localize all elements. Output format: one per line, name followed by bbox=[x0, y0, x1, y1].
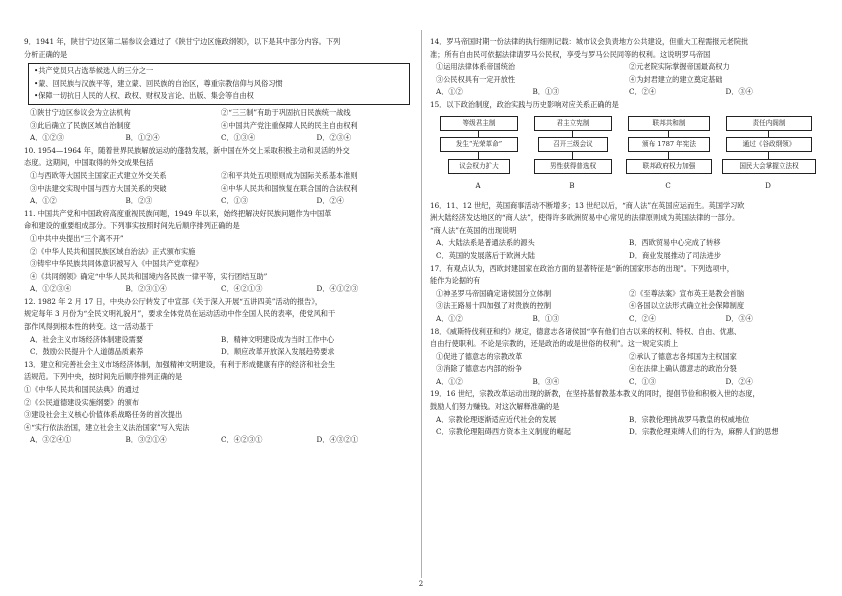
option-label-a[interactable]: A bbox=[475, 181, 481, 190]
choice-c[interactable]: C．④②①③ bbox=[221, 284, 263, 294]
statement: ④中华人民共和国恢复在联合国的合法权利 bbox=[221, 183, 358, 193]
system-box: 等级君主制 bbox=[440, 116, 518, 131]
question-stem: 命和建设的重要组成部分。下列事实按照时间先后顺序排列正确的是 bbox=[24, 221, 240, 231]
statement: ①与西欧等大国民主国家正式建立外交关系 bbox=[30, 170, 167, 180]
question-18 bbox=[430, 326, 822, 389]
choice-c[interactable]: C．②④ bbox=[629, 87, 657, 97]
impact-box: 男性获得普选权 bbox=[534, 159, 612, 174]
statement: ④在法律上确认德意志的政治分裂 bbox=[629, 364, 737, 374]
excerpt-line: •蒙、回民族与汉族平等，建立蒙、回民族的自治区，尊重宗教信仰与风俗习惯 bbox=[34, 78, 283, 88]
choice-d[interactable]: D．④③②① bbox=[316, 435, 359, 445]
choice-b[interactable]: B．②③ bbox=[125, 196, 153, 206]
question-stem: “商人法”在英国的出现说明 bbox=[430, 225, 517, 235]
statement: ①促进了德意志的宗教改革 bbox=[436, 351, 523, 361]
statement: ①中共中央提出“三个离不开” bbox=[30, 233, 124, 243]
statement: ④各国以立法形式确立社会保障制度 bbox=[629, 301, 745, 311]
choice-d[interactable]: D．④①②③ bbox=[316, 284, 359, 294]
statement: ①陕甘宁边区参议会为立法机构 bbox=[30, 107, 131, 117]
choice-b[interactable]: B．精神文明建设成为当时工作中心 bbox=[221, 334, 335, 344]
question-stem: 11. 中国共产党和中国政府高度重视民族问题，1949 年以来，始终把解决好民族问题作为中国革 bbox=[24, 208, 332, 218]
choice-a[interactable]: A．社会主义市场经济体制建设需要 bbox=[30, 334, 144, 344]
statement: ③此后确立了民族区域自治制度 bbox=[30, 120, 131, 130]
choice-c[interactable]: C．①③ bbox=[629, 376, 657, 386]
question-stem: 9．1941 年，陕甘宁边区第二届参议会通过了《陕甘宁边区施政纲领》，以下是其中部分内容。下列 bbox=[24, 37, 341, 46]
question-15 bbox=[430, 99, 822, 214]
question-14 bbox=[430, 36, 822, 99]
choice-a[interactable]: A．①②③ bbox=[30, 133, 64, 143]
question-9 bbox=[24, 36, 412, 145]
question-stem: 12. 1982 年 2 月 17 日，中央办公厅转发了中宣部《关于深入开展“五讲四美”活动的报告》， bbox=[24, 296, 323, 306]
statement: ③铸牢中华民族共同体意识被写入《中国共产党章程》 bbox=[30, 259, 203, 269]
question-stem: 19．16 世纪，宗教改革运动出现的新教，在坚持基督教基本教义的同时，提倡节俭和积极入世的态度， bbox=[430, 389, 760, 399]
question-13 bbox=[24, 359, 412, 447]
practice-box: 召开三级会议 bbox=[538, 137, 608, 152]
statement: ④中国共产党注重保障人民的民主自由权利 bbox=[221, 120, 358, 130]
question-stem: 10. 1954—1964 年，随着世界民族解放运动的蓬勃发展，新中国在外交上采取积极主动和灵活的外交 bbox=[24, 145, 350, 155]
left-column bbox=[24, 36, 412, 447]
option-label-b[interactable]: B bbox=[569, 181, 575, 190]
question-stem: 部作风得到根本性的转变。这一活动基于 bbox=[24, 322, 154, 332]
statement: ③法王路易十四加强了对贵族的控制 bbox=[436, 301, 552, 311]
question-11 bbox=[24, 208, 412, 296]
choice-a[interactable]: A．大陆法系是普通法系的源头 bbox=[436, 238, 535, 248]
choice-c[interactable]: C．①③④ bbox=[221, 133, 256, 143]
choice-c[interactable]: C．①③ bbox=[221, 196, 249, 206]
choice-b[interactable]: B．①②④ bbox=[125, 133, 160, 143]
choice-a[interactable]: A．①②③④ bbox=[30, 284, 72, 294]
choice-b[interactable]: B．①③ bbox=[532, 313, 560, 323]
choice-a[interactable]: A．③②④① bbox=[30, 435, 72, 445]
choice-b[interactable]: B．宗教伦理挑战罗马教皇的权威地位 bbox=[629, 414, 750, 424]
question-17 bbox=[430, 263, 822, 326]
choice-a[interactable]: A．宗教伦理逐渐适应近代社会的发展 bbox=[436, 414, 557, 424]
statement: ②元老院实际掌握帝国最高权力 bbox=[629, 62, 730, 72]
choice-a[interactable]: A．①② bbox=[436, 87, 463, 97]
statement: ③消除了德意志内部的纷争 bbox=[436, 364, 523, 374]
system-box: 君主立宪制 bbox=[534, 116, 612, 131]
impact-box: 国民大会掌握立法权 bbox=[722, 159, 816, 174]
choice-c[interactable]: C．宗教伦理阻碍西方资本主义制度的崛起 bbox=[436, 427, 571, 437]
statement: ②《中华人民共和国民族区域自治法》正式颁布实施 bbox=[30, 246, 196, 256]
connector-line bbox=[478, 152, 479, 159]
system-box: 联邦共和制 bbox=[628, 116, 710, 131]
statement: ③中法建交实现中国与西方大国关系的突破 bbox=[30, 183, 167, 193]
choice-d[interactable]: D．宗教伦理束缚人们的行为，麻醉人们的思想 bbox=[629, 427, 779, 437]
statement: ③建设社会主义核心价值体系战略任务的首次提出 bbox=[24, 410, 183, 420]
statement: ④为封君建立的建立奠定基础 bbox=[629, 74, 723, 84]
choice-a[interactable]: A．①② bbox=[30, 196, 57, 206]
choice-d[interactable]: D．②③④ bbox=[316, 133, 352, 143]
statement: ①运用法律体系帝国统治 bbox=[436, 62, 516, 72]
correspondence-diagram bbox=[430, 114, 822, 214]
choice-d[interactable]: D．②④ bbox=[316, 196, 344, 206]
statement: ②承认了德意志各邦国为主权国家 bbox=[629, 351, 737, 361]
excerpt-line: •共产党员只占选举候选人的三分之一 bbox=[34, 66, 154, 76]
choice-d[interactable]: D．商业发展推动了司法进步 bbox=[629, 250, 722, 260]
connector-line bbox=[768, 152, 769, 159]
impact-box: 议会权力扩大 bbox=[448, 159, 510, 174]
column-divider bbox=[421, 30, 422, 578]
statement: ②《至尊法案》宣布英王是教会首脑 bbox=[629, 288, 745, 298]
choice-d[interactable]: D．②④ bbox=[725, 376, 753, 386]
choice-b[interactable]: B．②③①④ bbox=[125, 284, 167, 294]
system-box: 责任内阁制 bbox=[726, 116, 812, 131]
question-stem: 自由行使职利。不论是宗教的，还是政治的或是世俗的权利”。这一规定实质上 bbox=[430, 339, 679, 349]
statement: ②《公民道德建设实施纲要》的颁布 bbox=[24, 397, 140, 407]
connector-line bbox=[668, 152, 669, 159]
statement: ④《共同纲领》确定“中华人民共和国境内各民族一律平等，实行团结互助” bbox=[30, 271, 268, 281]
choice-b[interactable]: B．西欧贸易中心完成了转移 bbox=[629, 238, 721, 248]
right-column bbox=[430, 36, 822, 439]
choice-a[interactable]: A．①② bbox=[436, 313, 463, 323]
question-12 bbox=[24, 296, 412, 359]
page-number: 2 bbox=[418, 580, 424, 588]
question-stem: 分析正确的是 bbox=[24, 49, 68, 59]
choice-b[interactable]: B．③②①④ bbox=[125, 435, 167, 445]
statement: ①《中华人民共和国民法典》的通过 bbox=[24, 385, 140, 395]
question-stem: 16．11、12 世纪，英国商事活动不断增多；13 世纪以后，“商人法”在英国应运而生。英国学习欧 bbox=[430, 200, 745, 210]
choice-d[interactable]: D．③④ bbox=[725, 313, 753, 323]
question-stem: 17．有观点认为，西欧封建国家在政治方面的显著特征是“新的国家形态的出现”。下列选项中， bbox=[430, 263, 734, 273]
statement: ④“实行依法治国，建立社会主义法治国家”写入宪法 bbox=[24, 422, 190, 432]
question-stem: 活规范。下列中央，按时间先后顺序排列正确的是 bbox=[24, 372, 183, 382]
question-stem: 13．建立和完善社会主义市场经济体制，加强精神文明建设，有利于形成健康有序的经济和社会生 bbox=[24, 359, 336, 369]
choice-c[interactable]: C．②④ bbox=[629, 313, 657, 323]
statement: ②“三三制”有助于巩固抗日民族统一战线 bbox=[221, 107, 351, 117]
question-10 bbox=[24, 145, 412, 208]
option-label-d[interactable]: D bbox=[765, 181, 771, 190]
practice-box: 通过《谷政纲领》 bbox=[726, 137, 812, 152]
connector-line bbox=[572, 152, 573, 159]
choice-c[interactable]: C．④②③① bbox=[221, 435, 263, 445]
option-label-c[interactable]: C bbox=[665, 181, 671, 190]
excerpt-line: •保障一切抗日人民的人权、政权、财权及言论、出版、集会等自由权 bbox=[34, 91, 254, 101]
practice-box: 颁布 1787 年宪法 bbox=[628, 137, 710, 152]
source-excerpt-box bbox=[28, 63, 410, 105]
choice-c[interactable]: C．英国的发展落后于欧洲大陆 bbox=[436, 250, 535, 260]
question-19 bbox=[430, 388, 822, 438]
question-stem: 鼓励人们努力赚钱。对这次解释准确的是 bbox=[430, 402, 560, 412]
question-stem: 态度。这期间，中国取得的外交成果包括 bbox=[24, 158, 154, 168]
question-stem: 洲大陆经济发达地区的“商人法”，使得许多欧洲贸易中心常见的法律原则成为英国法律的一部分。 bbox=[430, 213, 740, 223]
choice-b[interactable]: B．①③ bbox=[532, 87, 560, 97]
choice-a[interactable]: A．①② bbox=[436, 376, 463, 386]
choice-d[interactable]: D．顺应改革开放深入发展趋势要求 bbox=[221, 347, 335, 357]
choice-d[interactable]: D．③④ bbox=[725, 87, 753, 97]
question-stem: 15．以下政治制度，政治实践与历史影响对应关系正确的是 bbox=[430, 99, 619, 109]
question-stem: 18．《威斯特伐利亚和约》规定，德意志各诸侯国“享有他们自古以来的权利、特权、自由、优惠、 bbox=[430, 326, 742, 336]
statement: ③公民权具有一定开放性 bbox=[436, 74, 516, 84]
statement: ②和平共处五项原则成为国际关系基本准则 bbox=[221, 170, 358, 180]
practice-box: 发生“光荣革命” bbox=[440, 137, 518, 152]
impact-box: 联邦政府权力加强 bbox=[626, 159, 712, 174]
statement: ①神圣罗马帝国确定诸侯国分立体制 bbox=[436, 288, 552, 298]
question-stem: 规定每年 3 月份为“全民文明礼貌月”，要求全体党员在运动活动中作全国人民的表率，使党风和干 bbox=[24, 309, 336, 319]
choice-b[interactable]: B．③④ bbox=[532, 376, 560, 386]
question-stem: 能作为论据的有 bbox=[430, 276, 481, 286]
choice-c[interactable]: C．鼓励公民提升个人道德品质素养 bbox=[30, 347, 144, 357]
question-stem: 准；所有自由民可依据法律请罗马公民权，享受与罗马公民同等的权利。这说明罗马帝国 bbox=[430, 49, 711, 59]
question-stem: 14．罗马帝国时期一份法律的执行细则记载：城市议会负责地方公共建设，但重大工程需报元老院批 bbox=[430, 37, 749, 46]
